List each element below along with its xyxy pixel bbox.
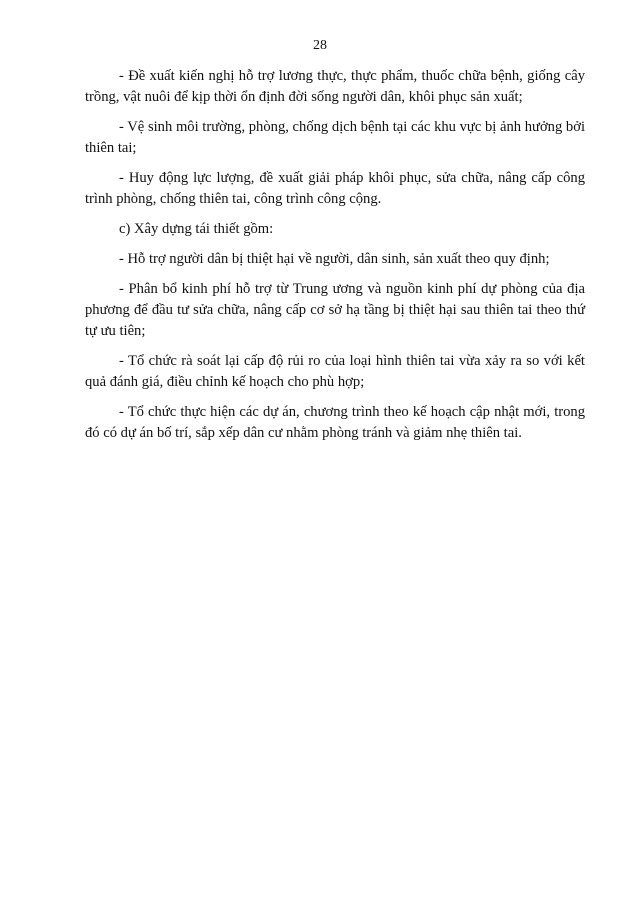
paragraph-budget-allocation: - Phân bổ kinh phí hỗ trợ từ Trung ương và nguồn kinh phí dự phòng của địa phương để đầu tư sửa chữa, nâng cấp cơ sở hạ tầng bị thiệt hại sau thiên tai theo thứ tự ưu tiên;	[85, 281, 585, 339]
paragraph-implement-projects: - Tổ chức thực hiện các dự án, chương trình theo kế hoạch cập nhật mới, trong đó có dự án bố trí, sắp xếp dân cư nhằm phòng tránh và giảm nhẹ thiên tai.	[85, 404, 585, 441]
paragraph-food-support: - Đề xuất kiến nghị hỗ trợ lương thực, thực phẩm, thuốc chữa bệnh, giống cây trồng, vật nuôi để kịp thời ổn định đời sống người dân, khôi phục sản xuất;	[85, 68, 585, 105]
page-number: 28	[313, 38, 327, 53]
section-heading-reconstruction: c) Xây dựng tái thiết gồm:	[119, 221, 274, 237]
paragraph-support-people: - Hỗ trợ người dân bị thiệt hại về người, dân sinh, sản xuất theo quy định;	[119, 251, 550, 267]
paragraph-sanitation: - Vệ sinh môi trường, phòng, chống dịch bệnh tại các khu vực bị ảnh hưởng bởi thiên tai;	[85, 119, 585, 156]
paragraph-mobilize-forces: - Huy động lực lượng, đề xuất giải pháp khôi phục, sửa chữa, nâng cấp công trình phòng, chống thiên tai, công trình công cộng.	[85, 170, 585, 207]
document-body	[85, 66, 585, 453]
paragraph-risk-review: - Tổ chức rà soát lại cấp độ rủi ro của loại hình thiên tai vừa xảy ra so với kết quả đánh giá, điều chỉnh kế hoạch cho phù hợp;	[85, 353, 585, 390]
